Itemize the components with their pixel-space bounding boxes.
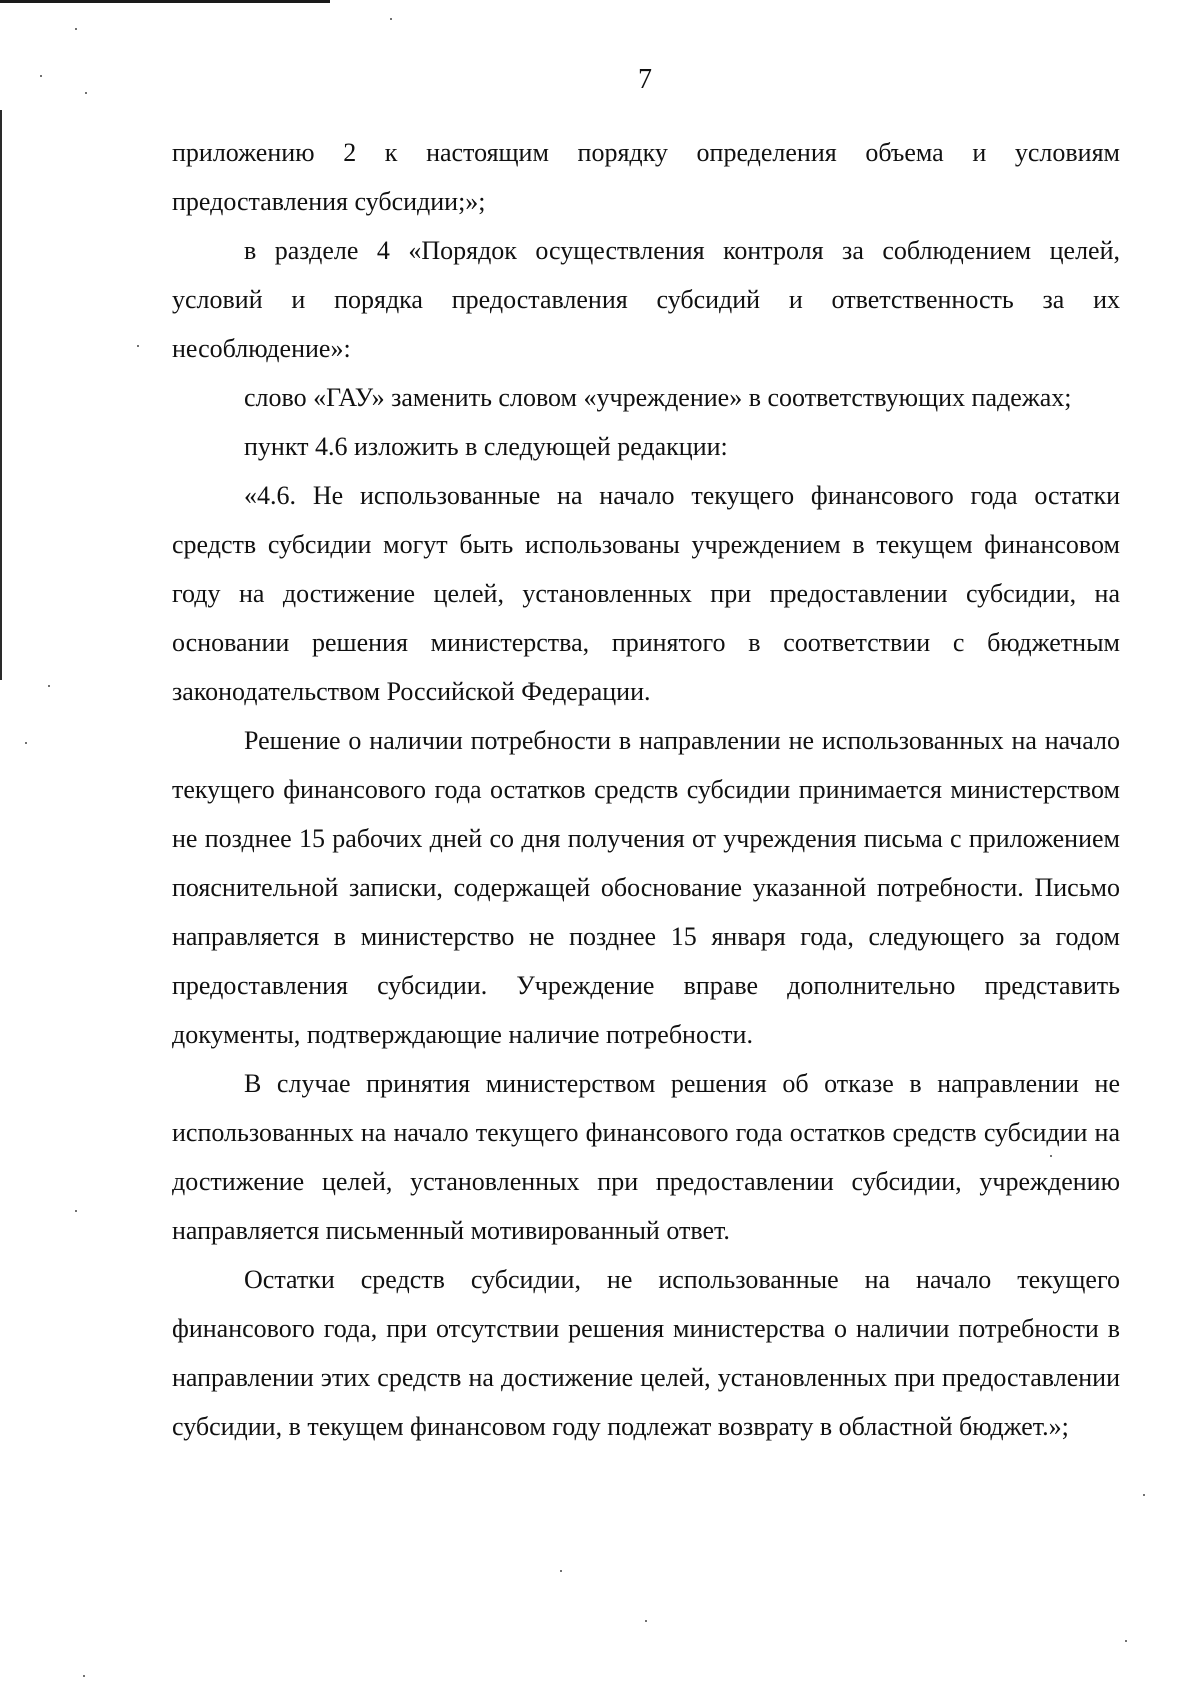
scan-speck	[390, 18, 392, 20]
scan-edge-left	[0, 110, 2, 680]
scan-speck	[83, 1675, 85, 1677]
scan-speck	[48, 685, 50, 687]
paragraph: «4.6. Не использованные на начало текущего финансового года остатки средств субсидии могут быть использованы учреждением в текущем финансовом году на достижение целей, установленных при предоставлении субсидии, на основании решения министерства, принятого в соответствии с бюджетным законодательством Российской Федерации.	[172, 481, 1120, 706]
scan-speck	[560, 1570, 562, 1572]
scan-speck	[1143, 1494, 1145, 1496]
paragraph: слово «ГАУ» заменить словом «учреждение» в соответствующих падежах;	[244, 383, 1072, 412]
scan-speck	[645, 1620, 647, 1622]
paragraph: Решение о наличии потребности в направлении не использованных на начало текущего финансового года остатков средств субсидии принимается министерством не позднее 15 рабочих дней со дня получения от учреждения письма с приложением пояснительной записки, содержащей обоснование указанной потребности. Письмо направляется в министерство не позднее 15 января года, следующего за годом предоставления субсидии. Учреждение вправе дополнительно представить документы, подтверждающие наличие потребности.	[172, 726, 1120, 1049]
paragraph: пункт 4.6 изложить в следующей редакции:	[244, 432, 728, 461]
paragraph: в разделе 4 «Порядок осуществления контроля за соблюдением целей, условий и порядка предоставления субсидий и ответственность за их несоблюдение»:	[172, 236, 1120, 363]
scan-speck	[75, 1210, 77, 1212]
document-body	[172, 128, 1120, 1451]
paragraph: приложению 2 к настоящим порядку определения объема и условиям предоставления субсидии;»;	[172, 138, 1120, 216]
paragraph: Остатки средств субсидии, не использованные на начало текущего финансового года, при отсутствии решения министерства о наличии потребности в направлении этих средств на достижение целей, установленных при предоставлении субсидии, в текущем финансовом году подлежат возврату в областной бюджет.»;	[172, 1265, 1120, 1441]
scan-speck	[25, 742, 27, 744]
scan-speck	[137, 345, 139, 347]
page-number: 7	[638, 64, 652, 95]
paragraph: В случае принятия министерством решения об отказе в направлении не использованных на начало текущего финансового года остатков средств субсидии на достижение целей, установленных при предоставлении субсидии, учреждению направляется письменный мотивированный ответ.	[172, 1069, 1120, 1245]
scan-speck	[75, 28, 77, 30]
scan-speck	[1125, 1640, 1127, 1642]
scan-edge-top	[0, 0, 330, 3]
